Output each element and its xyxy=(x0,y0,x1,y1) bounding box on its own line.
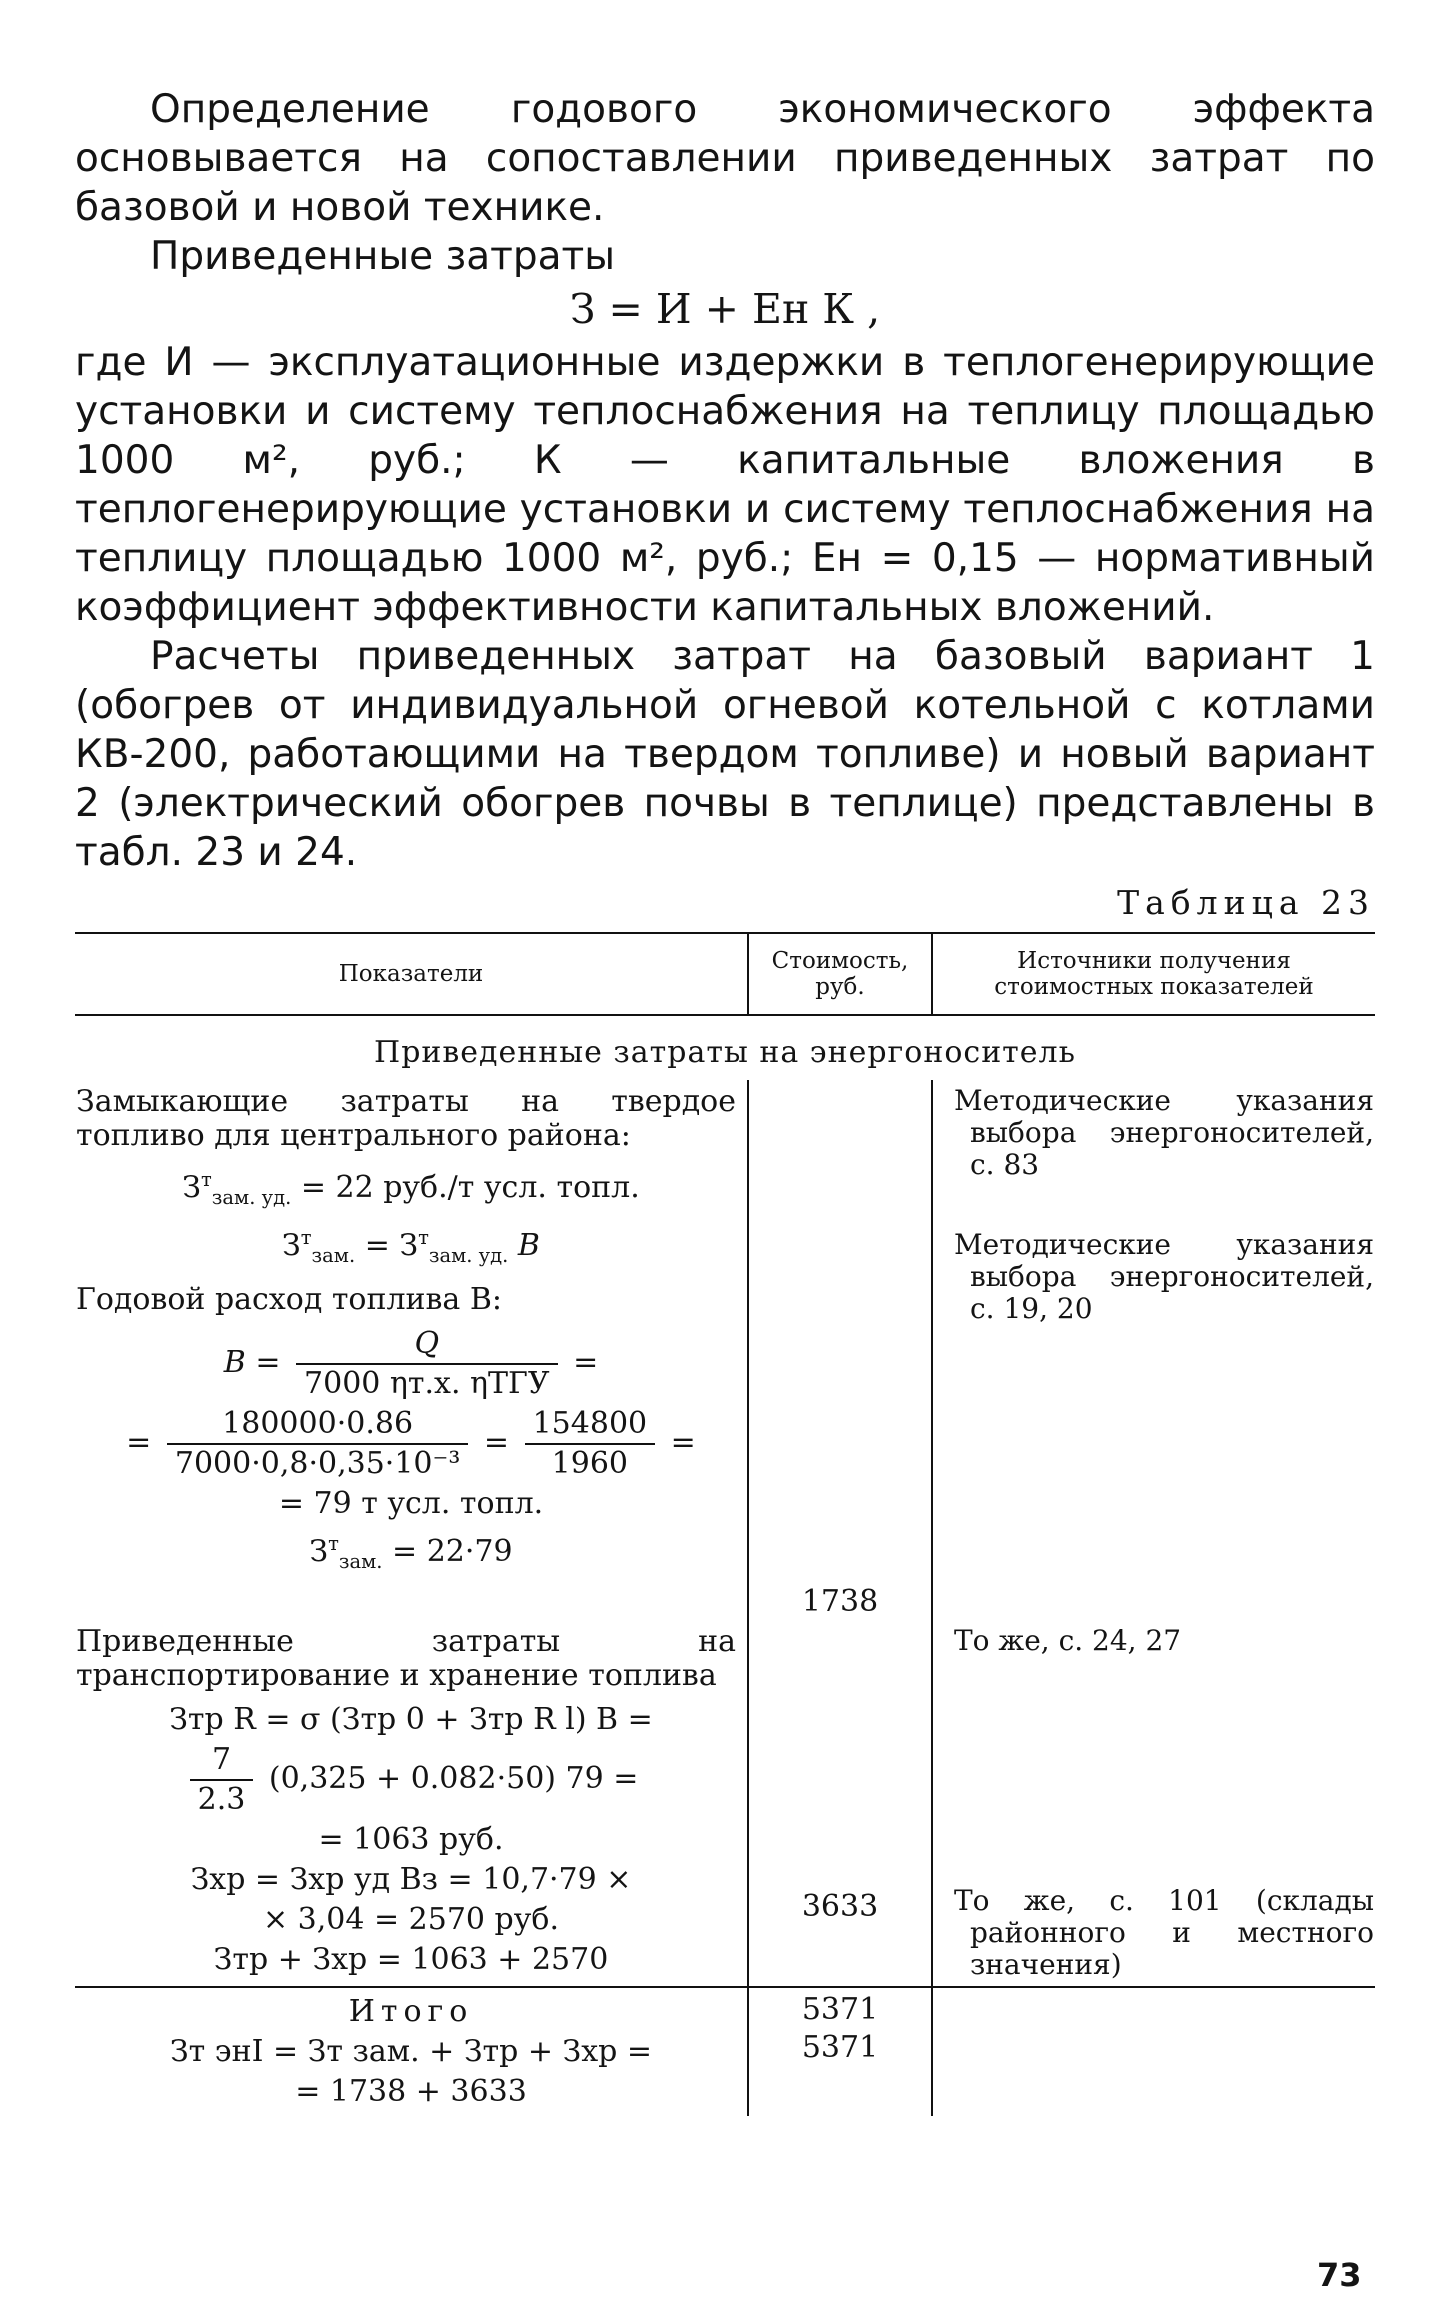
formula-transport-1: Зтр R = σ (Зтр 0 + Зтр R l) B = xyxy=(169,1702,653,1737)
source-cell-transport xyxy=(932,1620,1375,1987)
total-value-2: 5371 xyxy=(801,2030,879,2065)
total-row xyxy=(75,1987,1375,2116)
cost-cell-transport xyxy=(748,1620,932,1987)
source-same-24-27: То же, с. 24, 27 xyxy=(954,1624,1182,1657)
table-caption: Таблица 23 xyxy=(1117,883,1375,922)
formula-transport-3: = 1063 руб. xyxy=(318,1822,504,1857)
total-cell xyxy=(75,1987,748,2116)
total-cost-cell xyxy=(748,1987,932,2116)
paragraph-definitions: где И — эксплуатационные издержки в теплогенерирующие установки и систему теплоснабжения на теплицу площадью 1000 м², руб.; К — капитальные вложения в теплогенерирующие установки и систему теплоснабжения на теплицу площадью 1000 м², руб.; Eн = 0,15 — нормативный коэффициент эффективности капитальных вложений. xyxy=(75,340,1375,630)
formula-fuel-calc: = $\frac{180000\cdot 0.86}{\text{7000·0,8·0,35·10⁻³}}$ = $\frac{154800}{1960}$ = xyxy=(126,1406,696,1481)
cost-cell-closing xyxy=(748,1080,932,1620)
section-title: Приведенные затраты на энергоноситель xyxy=(374,1035,1076,1070)
cost-table xyxy=(75,932,1375,2116)
total-label: Итого xyxy=(348,1994,474,2029)
body-text xyxy=(75,85,1375,877)
formula-storage-2: × 3,04 = 2570 руб. xyxy=(262,1902,559,1937)
row-transport xyxy=(75,1620,748,1987)
formula-closing-total: $З^т_{зам.} = З^т_{зам. уд.}$ B xyxy=(282,1226,540,1267)
source-methodical-83: Методические указания выбора энергоносителей, с. 83 xyxy=(954,1084,1374,1181)
formula-transport-2: $\frac{7}{2.3}$ (0,325 + 0.082·50) 79 = xyxy=(76,1743,746,1817)
header-indicators: Показатели xyxy=(75,933,748,1015)
header-sources: Источники получения стоимостных показателей xyxy=(932,933,1375,1015)
table-header-row xyxy=(75,933,1375,1015)
paragraph-intro: Определение годового экономического эффекта основывается на сопоставлении приведенных затрат по базовой и новой технике. xyxy=(75,87,1375,230)
total-source-cell xyxy=(932,1987,1375,2116)
source-same-101: То же, с. 101 (склады районного и местного значения) xyxy=(954,1884,1374,1981)
formula-storage-3: Зтр + Зхр = 1063 + 2570 xyxy=(213,1942,609,1977)
table-row xyxy=(75,1620,1375,1987)
formula-total-1: Зт энI = Зт зам. + Зтр + Зхр = xyxy=(169,2034,653,2069)
value-transport: 3633 xyxy=(801,1889,879,1924)
page-number: 73 xyxy=(1317,2256,1362,2294)
transport-text: Приведенные затраты на транспортирование и хранение топлива xyxy=(76,1624,736,1693)
source-methodical-19-20: Методические указания выбора энергоносителей, с. 19, 20 xyxy=(954,1228,1374,1325)
header-cost: Стоимость, руб. xyxy=(748,933,932,1015)
closing-costs-text: Замыкающие затраты на твердое топливо для центрального района: xyxy=(76,1084,736,1153)
page-content xyxy=(75,85,1375,2116)
formula-fuel-b: B = $\frac{Q}{\text{7000 ηт.х. ηТГУ}}$ = xyxy=(223,1326,599,1401)
formula-fuel-result: = 79 т усл. топл. xyxy=(278,1486,544,1521)
row-closing-costs xyxy=(75,1080,748,1620)
section-row xyxy=(75,1015,1375,1080)
value-closing: 1738 xyxy=(801,1584,879,1619)
formula-storage-1: Зхр = Зхр уд Bз = 10,7·79 × xyxy=(190,1862,632,1897)
paragraph-calculations: Расчеты приведенных затрат на базовый вариант 1 (обогрев от индивидуальной огневой котельной с котлами КВ-200, работающими на твердом топливе) и новый вариант 2 (электрический обогрев почвы в теплице) представлены в табл. 23 и 24. xyxy=(75,634,1375,875)
formula-total-2: = 1738 + 3633 xyxy=(295,2074,527,2109)
formula-closing-specific: $З^т_{зам. уд.} = 22$ руб./т усл. топл. xyxy=(182,1168,640,1209)
paragraph-reduced-costs: Приведенные затраты xyxy=(150,234,616,279)
total-value: 5371 xyxy=(801,1992,879,2027)
table-row xyxy=(75,1080,1375,1620)
main-formula: З = И + Eн К , xyxy=(569,285,881,333)
source-cell-closing xyxy=(932,1080,1375,1620)
fuel-consumption-text: Годовой расход топлива B: xyxy=(76,1282,502,1317)
formula-closing-value: $З^т_{зам.} = 22\cdot 79$ xyxy=(309,1532,513,1573)
